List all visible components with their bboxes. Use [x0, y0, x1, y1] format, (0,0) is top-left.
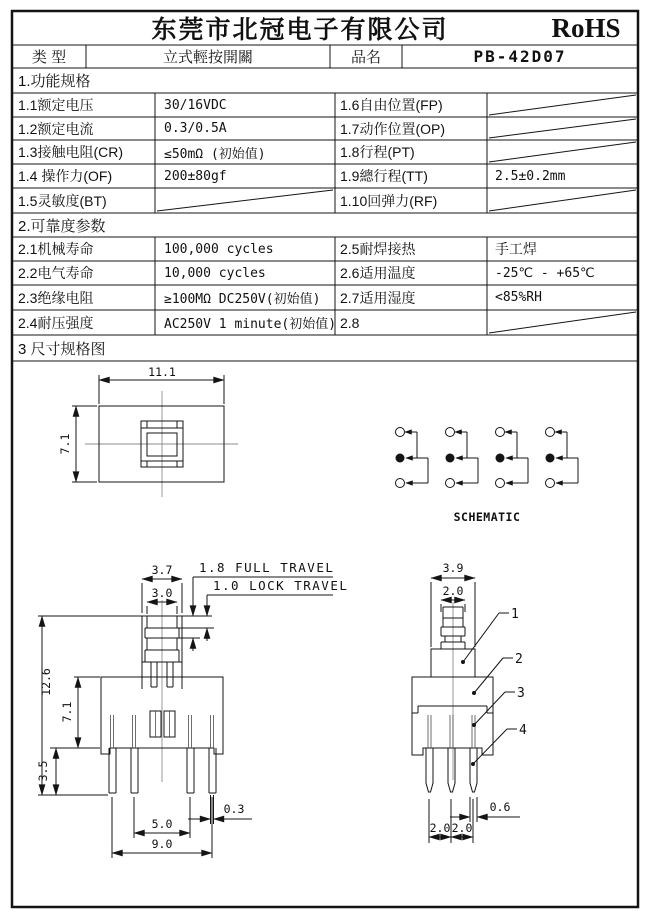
side-pitch-left-dim: 2.0: [429, 821, 451, 835]
side-pin-width-dim: 0.6: [489, 800, 511, 814]
spec-value: -25℃ - +65℃: [495, 265, 595, 281]
front-stem-outer-dim: 3.7: [151, 563, 173, 577]
spec-param: 1.8行程(PT): [340, 144, 415, 160]
spec-param: 1.4 操作力(OF): [18, 168, 113, 184]
spec-value: 200±80gf: [164, 168, 227, 184]
full-travel-label: 1.8 FULL TRAVEL: [199, 560, 335, 575]
rohs-mark: RoHS: [551, 12, 621, 43]
spec-value: ≤50mΩ (初始值): [164, 146, 266, 162]
side-pitch-right-dim: 2.0: [451, 821, 473, 835]
spec-value: <85%RH: [495, 290, 542, 305]
callout-2: 2: [515, 652, 523, 667]
section-1-title: 1.功能规格: [18, 73, 91, 90]
spec-value: 100,000 cycles: [164, 241, 274, 257]
switch-symbol: [546, 428, 579, 488]
spec-value: 2.5±0.2mm: [495, 168, 566, 184]
callout-4: 4: [519, 723, 527, 738]
spec-param: 2.4耐压强度: [18, 314, 94, 331]
type-value: 立式輕按開關: [162, 49, 253, 66]
lock-travel-label: 1.0 LOCK TRAVEL: [213, 578, 349, 593]
side-view-drawing: [412, 561, 527, 843]
spec-param: 1.2额定电流: [18, 120, 94, 137]
spec-param: 2.3绝缘电阻: [18, 289, 94, 306]
front-stem-cap-dim: 3.0: [151, 586, 173, 600]
product-name-label: 品名: [350, 49, 381, 66]
schematic-diagram: [396, 428, 579, 525]
spec-param: 2.1机械寿命: [18, 241, 94, 257]
front-total-height-dim: 12.6: [39, 668, 53, 696]
front-pin-thickness-dim: 0.3: [223, 802, 245, 816]
callout-1: 1: [511, 607, 519, 622]
spec-param: 2.5耐焊接热: [340, 241, 416, 257]
front-body-height-dim: 7.1: [60, 701, 74, 723]
front-view-drawing: [36, 560, 348, 858]
spec-param: 2.8: [340, 314, 360, 331]
type-label: 类 型: [31, 49, 67, 66]
top-view-drawing: [58, 365, 238, 497]
top-view-width-dim: 11.1: [148, 365, 176, 379]
schematic-label: SCHEMATIC: [453, 510, 521, 524]
side-pins: [426, 748, 477, 792]
spec-value: 10,000 cycles: [164, 265, 266, 281]
section-2-title: 2.可靠度参数: [18, 217, 106, 235]
spec-value: 手工焊: [495, 241, 537, 257]
spec-param: 2.2电气寿命: [18, 265, 94, 281]
product-name-value: PB-42D07: [473, 47, 567, 66]
switch-symbol: [396, 428, 429, 488]
spec-param: 1.9總行程(TT): [340, 168, 428, 184]
front-pin-length-dim: 3.5: [36, 760, 50, 782]
spec-value: 30/16VDC: [164, 97, 227, 113]
company-name: 东莞市北冠电子有限公司: [151, 16, 449, 44]
spec-param: 2.6适用温度: [340, 265, 416, 281]
spec-value: AC250V 1 minute(初始值): [164, 317, 337, 332]
part-callouts: [461, 607, 527, 766]
switch-symbol: [496, 428, 529, 488]
switch-symbol: [446, 428, 479, 488]
top-view-height-dim: 7.1: [58, 433, 72, 455]
front-pins: [109, 748, 216, 793]
front-pitch-inner-dim: 5.0: [151, 817, 173, 831]
spec-param: 2.7适用湿度: [340, 289, 416, 306]
spec-param: 1.6自由位置(FP): [340, 97, 443, 113]
spec-value: ≥100MΩ DC250V(初始值): [164, 292, 321, 307]
spec-value: 0.3/0.5A: [164, 121, 227, 136]
section-3-title: 3 尺寸规格图: [18, 340, 106, 358]
spec-param: 1.3接触电阻(CR): [18, 144, 124, 160]
spec-param: 1.10回弹力(RF): [340, 192, 438, 209]
side-body-width-dim: 3.9: [442, 561, 464, 575]
spec-param: 1.1额定电压: [18, 97, 94, 113]
spec-param: 1.5灵敏度(BT): [18, 192, 107, 209]
front-pitch-outer-dim: 9.0: [151, 837, 173, 851]
callout-3: 3: [517, 686, 525, 701]
side-stem-width-dim: 2.0: [442, 584, 464, 598]
spec-param: 1.7动作位置(OP): [340, 120, 446, 137]
